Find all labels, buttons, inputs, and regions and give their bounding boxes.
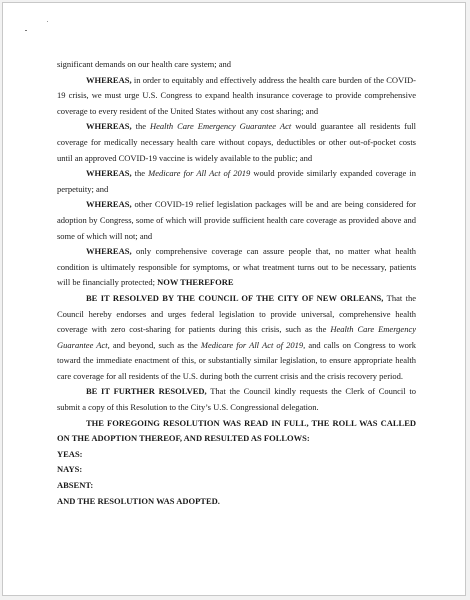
continuation-paragraph: significant demands on our health care system; and (57, 59, 231, 69)
absent-label: ABSENT: (57, 480, 94, 491)
whereas-paragraph-1: WHEREAS, in order to equitably and effectively address the health care burden of the COVID-19 crisis, we must urge U.S. Congress to expand health insurance coverage to provide comprehensive coverage to every resident of the United States without any cost sharing; and (57, 74, 416, 116)
whereas-paragraph-2: WHEREAS, the Health Care Emergency Guarantee Act would guarantee all residents full coverage for medically necessary health care without copays, deductibles or other out-of-pocket costs until an approved COVID-19 vaccine is widely available to the public; and (57, 121, 416, 163)
resolution-body (57, 57, 416, 509)
yeas-label: YEAS: (57, 448, 83, 459)
resolved-paragraph: BE IT RESOLVED BY THE COUNCIL OF THE CITY OF NEW ORLEANS, That the Council hereby endorses and urges federal legislation to provide universal, comprehensive health coverage with zero cost-sharing for patients during this crisis, such as the Health Care Emergency Guarantee Act, and beyond, such as the Medicare for All Act of 2019, and calls on Congress to work toward the immediate enactment of this, or substantially similar legislation, to ensure appropriate health care coverage for all residents of the U.S. during both the current crisis and the crisis recovery period. (57, 292, 417, 381)
nays-label: NAYS: (57, 464, 83, 475)
document-page (2, 2, 466, 596)
scan-speck (25, 30, 27, 31)
further-resolved-paragraph: BE IT FURTHER RESOLVED, That the Council kindly requests the Clerk of Council to submit a copy of this Resolution to the City’s U.S. Congressional delegation. (57, 386, 416, 413)
adopted-statement: AND THE RESOLUTION WAS ADOPTED. (57, 495, 220, 506)
scan-speck (47, 21, 48, 22)
whereas-paragraph-4: WHEREAS, other COVID-19 relief legislation packages will be and are being considered for adoption by Congress, some of which will provide sufficient health care coverage as provided above and some of which will not; and (57, 199, 416, 241)
whereas-paragraph-3: WHEREAS, the Medicare for All Act of 2019 would provide similarly expanded coverage in perpetuity; and (57, 168, 416, 194)
whereas-paragraph-5: WHEREAS, only comprehensive coverage can assure people that, no matter what health condition is ultimately responsible for symptoms, or what treatment turns out to be necessary, patients will be financially protected; NOW THEREFORE (57, 246, 416, 288)
roll-call-statement: THE FOREGOING RESOLUTION WAS READ IN FULL, THE ROLL WAS CALLED ON THE ADOPTION THEREOF, AND RESULTED AS FOLLOWS: (57, 417, 416, 444)
